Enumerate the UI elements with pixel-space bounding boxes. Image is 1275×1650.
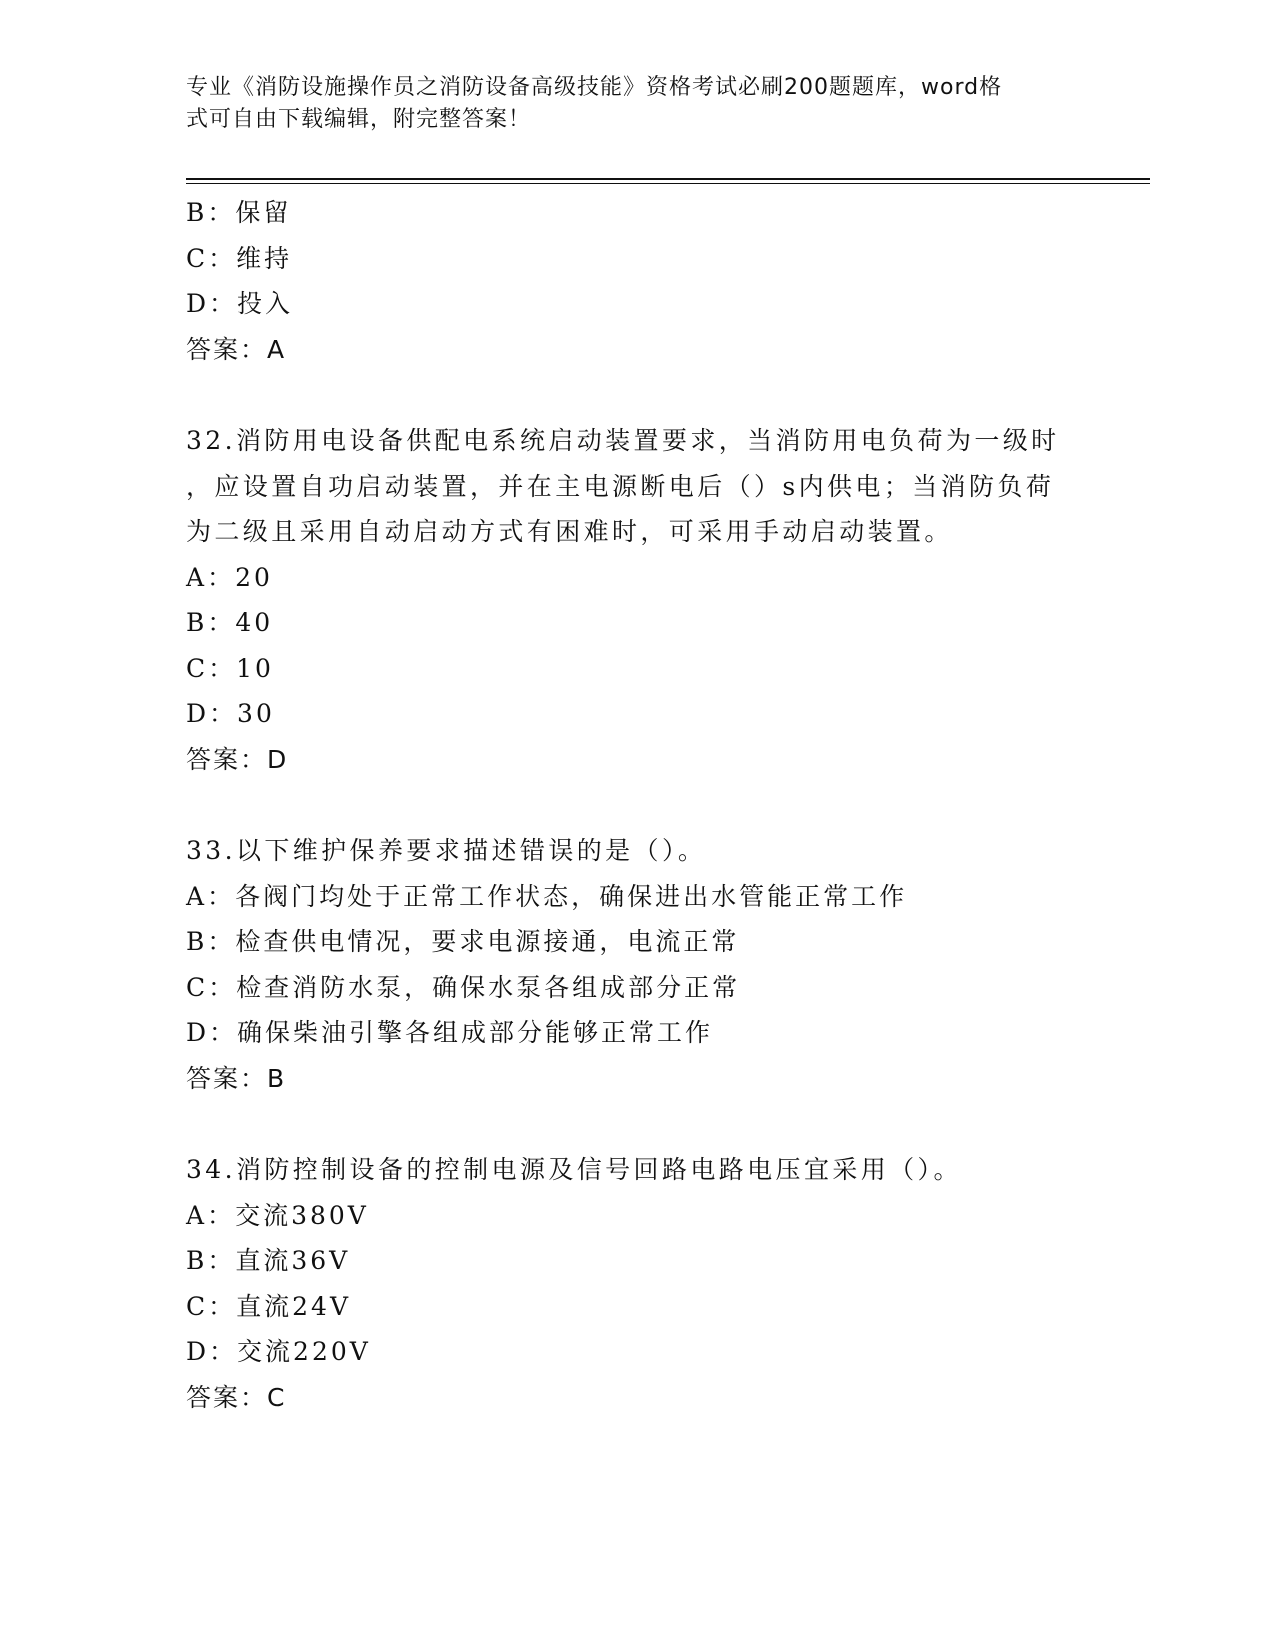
prev-question-block bbox=[186, 190, 1086, 372]
option-b bbox=[186, 600, 1086, 646]
question-32 bbox=[186, 418, 1086, 782]
option-label: A： bbox=[186, 1200, 236, 1230]
question-33 bbox=[186, 828, 1086, 1101]
answer-line: 答案：A bbox=[186, 334, 287, 364]
header-title-line-1: 专业《消防设施操作员之消防设备高级技能》资格考试必刷200题题库，word格 bbox=[186, 75, 1003, 100]
option-text: 维持 bbox=[236, 243, 293, 273]
question-stem bbox=[186, 1147, 1086, 1193]
option-a bbox=[186, 1193, 1086, 1239]
option-label: C： bbox=[186, 1291, 237, 1321]
answer-line: 答案：C bbox=[186, 1382, 287, 1412]
option-text: 检查消防水泵，确保水泵各组成部分正常 bbox=[236, 972, 741, 1002]
option-text: 各阀门均处于正常工作状态，确保进出水管能正常工作 bbox=[235, 881, 908, 911]
option-label: B： bbox=[186, 198, 236, 227]
option-d bbox=[186, 281, 1086, 327]
option-d bbox=[186, 691, 1086, 737]
option-label: C： bbox=[186, 972, 237, 1002]
option-label: A： bbox=[186, 562, 236, 592]
stem-line: 32.消防用电设备供配电系统启动装置要求，当消防用电负荷为一级时 bbox=[186, 426, 1060, 455]
option-b bbox=[186, 190, 1086, 236]
answer-line: 答案：D bbox=[186, 744, 289, 774]
option-text: 直流24V bbox=[236, 1291, 352, 1321]
option-label: A： bbox=[186, 881, 236, 911]
option-label: B： bbox=[186, 1246, 236, 1275]
option-label: D： bbox=[186, 1018, 238, 1047]
option-text: 交流220V bbox=[237, 1337, 371, 1366]
option-text: 20 bbox=[235, 562, 273, 592]
question-34 bbox=[186, 1147, 1086, 1420]
option-label: D： bbox=[186, 1337, 238, 1366]
option-a bbox=[186, 874, 1086, 920]
header-title-line-2: 式可自由下载编辑，附完整答案！ bbox=[186, 107, 532, 132]
option-d bbox=[186, 1010, 1086, 1056]
option-text: 确保柴油引擎各组成部分能够正常工作 bbox=[237, 1018, 714, 1047]
option-text: 40 bbox=[235, 608, 274, 637]
stem-line: ，应设置自功启动装置，并在主电源断电后（）s内供电；当消防负荷 bbox=[186, 471, 1055, 501]
option-c bbox=[186, 646, 1086, 692]
stem-line: 33.以下维护保养要求描述错误的是（）。 bbox=[186, 836, 707, 865]
option-label: C： bbox=[186, 653, 237, 683]
question-content bbox=[186, 190, 1086, 1466]
stem-line: 为二级且采用自动启动方式有困难时，可采用手动启动装置。 bbox=[186, 517, 953, 546]
option-text: 保留 bbox=[235, 198, 292, 227]
question-stem bbox=[186, 828, 1086, 874]
option-d bbox=[186, 1329, 1086, 1375]
option-text: 10 bbox=[236, 653, 274, 683]
option-label: D： bbox=[186, 289, 238, 318]
option-b bbox=[186, 919, 1086, 965]
option-label: C： bbox=[186, 243, 237, 273]
header-divider-thin bbox=[186, 183, 1150, 184]
option-label: B： bbox=[186, 927, 236, 956]
option-b bbox=[186, 1238, 1086, 1284]
option-label: D： bbox=[186, 699, 238, 728]
option-c bbox=[186, 965, 1086, 1011]
header-divider-thick bbox=[186, 178, 1150, 180]
option-text: 直流36V bbox=[235, 1246, 351, 1275]
option-text: 检查供电情况，要求电源接通，电流正常 bbox=[235, 927, 740, 956]
option-a bbox=[186, 555, 1086, 601]
stem-line: 34.消防控制设备的控制电源及信号回路电路电压宜采用（）。 bbox=[186, 1155, 962, 1184]
option-c bbox=[186, 1284, 1086, 1330]
answer-line: 答案：B bbox=[186, 1063, 287, 1093]
option-c bbox=[186, 236, 1086, 282]
option-text: 投入 bbox=[237, 289, 294, 318]
option-label: B： bbox=[186, 608, 236, 637]
page-header bbox=[186, 72, 1066, 136]
option-text: 30 bbox=[237, 699, 275, 728]
question-stem bbox=[186, 418, 1086, 555]
option-text: 交流380V bbox=[235, 1200, 369, 1230]
